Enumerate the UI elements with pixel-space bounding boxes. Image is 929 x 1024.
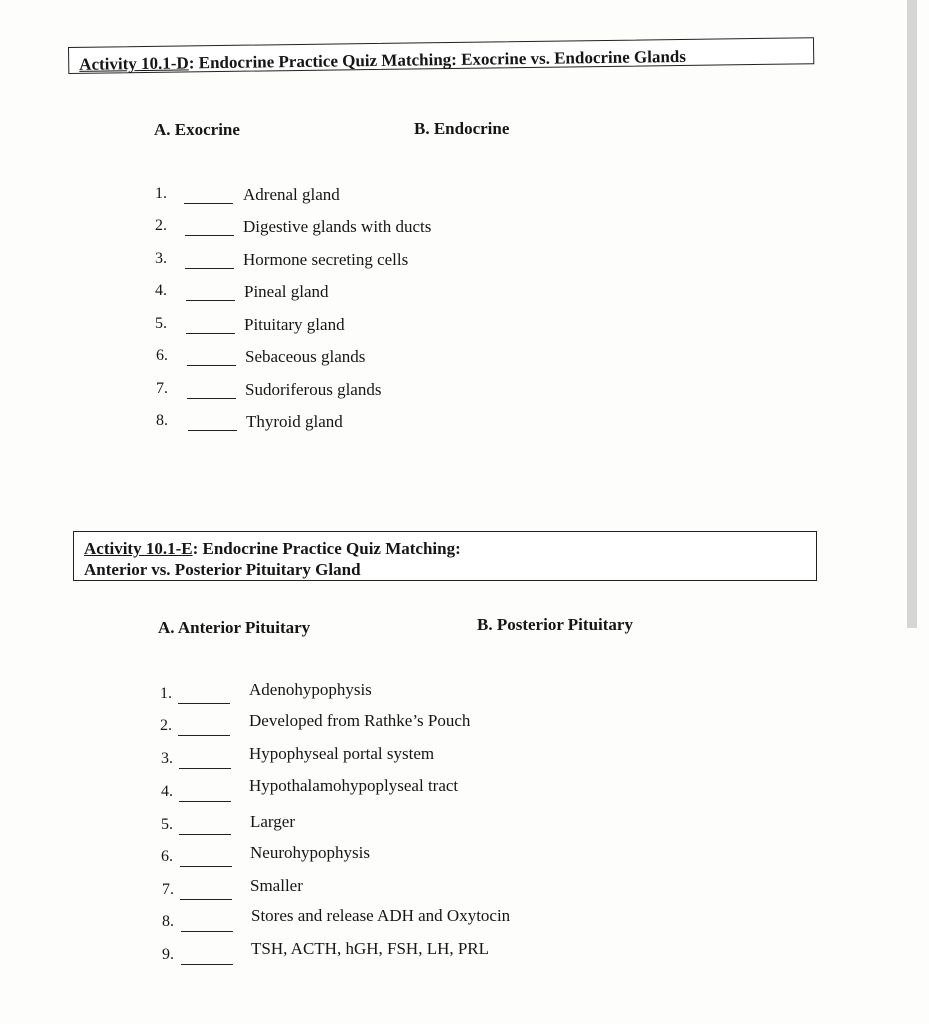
- activity-e-item-text: Adenohypophysis: [249, 680, 372, 699]
- activity-e-item-text: Hypothalamohypoplyseal tract: [249, 776, 459, 795]
- activity-e-answer-blank[interactable]: [180, 899, 232, 900]
- activity-d-item-number: 8.: [156, 412, 168, 429]
- activity-d-item-text: Thyroid gland: [246, 412, 343, 431]
- activity-d-item-text: Digestive glands with ducts: [243, 217, 432, 236]
- activity-e-title-line2: Anterior vs. Posterior Pituitary Gland: [84, 560, 361, 579]
- activity-d-item-number: 5.: [155, 315, 167, 332]
- activity-e-answer-blank[interactable]: [179, 768, 231, 769]
- activity-d-item-text: Pituitary gland: [244, 315, 345, 334]
- activity-e-item-text: Smaller: [250, 876, 303, 895]
- activity-e-item-text: Developed from Rathke’s Pouch: [249, 711, 471, 730]
- activity-d-answer-blank[interactable]: [187, 365, 236, 366]
- activity-d-answer-blank[interactable]: [188, 430, 237, 431]
- activity-e-item-number: 5.: [161, 816, 173, 833]
- scrollbar-strip: [907, 0, 917, 628]
- activity-d-choice-b: B. Endocrine: [414, 119, 510, 138]
- activity-d-answer-blank[interactable]: [187, 398, 236, 399]
- activity-d-choice-a: A. Exocrine: [154, 120, 240, 139]
- activity-e-item-number: 6.: [161, 848, 173, 865]
- activity-e-answer-blank[interactable]: [179, 834, 231, 835]
- activity-d-item-number: 1.: [155, 185, 167, 202]
- activity-d-title-rest: : Endocrine Practice Quiz Matching: Exocrine vs. Endocrine Glands: [188, 46, 687, 73]
- activity-e-answer-blank[interactable]: [178, 735, 230, 736]
- activity-e-label: Activity 10.1-E: [84, 539, 193, 558]
- activity-e-title: [84, 538, 461, 580]
- activity-e-choice-b: B. Posterior Pituitary: [477, 615, 633, 634]
- activity-d-title: [79, 46, 686, 75]
- activity-d-answer-blank[interactable]: [185, 235, 234, 236]
- activity-d-item-text: Adrenal gland: [243, 185, 340, 204]
- activity-e-title-box: [73, 531, 817, 581]
- activity-e-item-number: 8.: [162, 913, 174, 930]
- activity-d-item-number: 6.: [156, 347, 168, 364]
- activity-e-answer-blank[interactable]: [179, 801, 231, 802]
- activity-e-item-number: 2.: [160, 717, 172, 734]
- activity-e-answer-blank[interactable]: [181, 931, 233, 932]
- activity-e-item-number: 9.: [162, 946, 174, 963]
- activity-d-answer-blank[interactable]: [185, 268, 234, 269]
- activity-d-label: Activity 10.1-D: [79, 53, 189, 74]
- activity-e-answer-blank[interactable]: [178, 703, 230, 704]
- activity-d-item-text: Sudoriferous glands: [245, 380, 382, 399]
- activity-e-title-rest: : Endocrine Practice Quiz Matching:: [192, 539, 461, 558]
- activity-d-answer-blank[interactable]: [186, 300, 235, 301]
- activity-e-answer-blank[interactable]: [181, 964, 233, 965]
- activity-e-item-text: Larger: [250, 812, 295, 831]
- activity-d-answer-blank[interactable]: [184, 203, 233, 204]
- activity-e-item-text: Hypophyseal portal system: [249, 744, 435, 763]
- activity-d-item-number: 7.: [156, 380, 168, 397]
- activity-d-item-number: 2.: [155, 217, 167, 234]
- activity-d-item-number: 3.: [155, 250, 167, 267]
- activity-d-item-text: Sebaceous glands: [245, 347, 366, 366]
- activity-e-item-text: Neurohypophysis: [250, 843, 370, 862]
- activity-d-item-text: Pineal gland: [244, 282, 329, 301]
- activity-e-item-number: 3.: [161, 750, 173, 767]
- activity-e-item-text: TSH, ACTH, hGH, FSH, LH, PRL: [251, 939, 490, 958]
- activity-e-answer-blank[interactable]: [180, 866, 232, 867]
- activity-e-item-text: Stores and release ADH and Oxytocin: [251, 906, 511, 925]
- activity-d-item-text: Hormone secreting cells: [243, 250, 409, 269]
- activity-e-item-number: 7.: [162, 881, 174, 898]
- activity-e-item-number: 4.: [161, 783, 173, 800]
- activity-d-answer-blank[interactable]: [186, 333, 235, 334]
- activity-e-choice-a: A. Anterior Pituitary: [158, 618, 311, 637]
- activity-d-item-number: 4.: [155, 282, 167, 299]
- activity-d-title-box: [68, 37, 814, 74]
- activity-e-item-number: 1.: [160, 685, 172, 702]
